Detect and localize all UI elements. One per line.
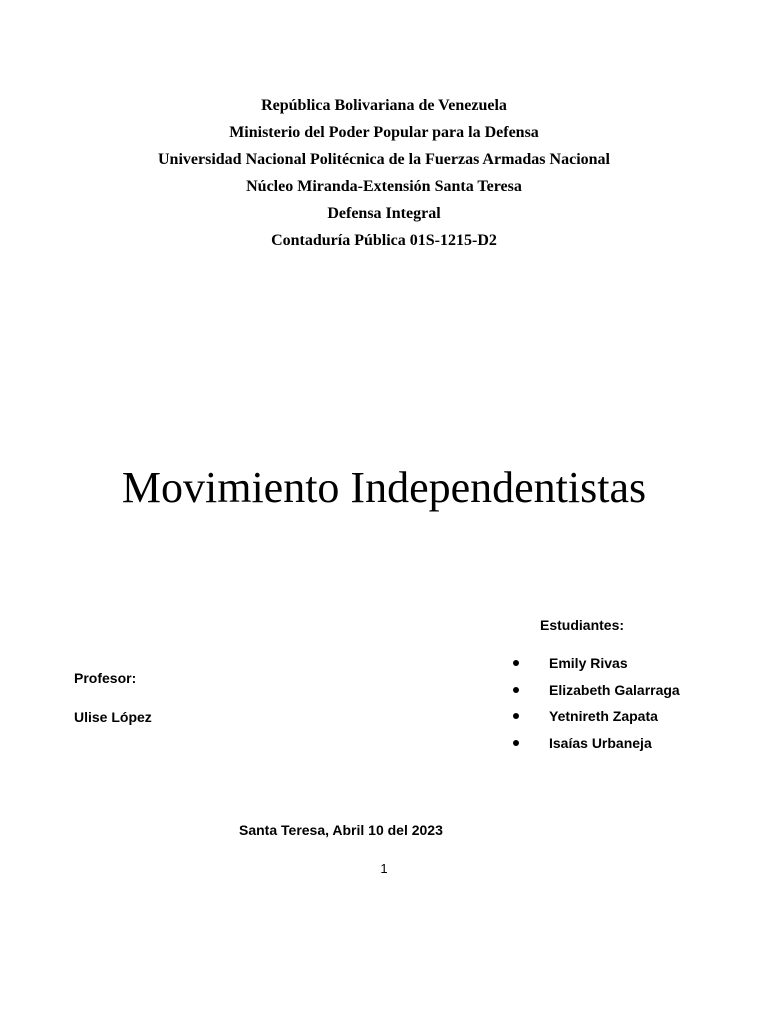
header-country: República Bolivariana de Venezuela (261, 97, 507, 114)
bullet-icon (513, 713, 519, 719)
list-item (510, 680, 680, 707)
student-name: Emily Rivas (549, 655, 628, 671)
student-name: Elizabeth Galarraga (549, 681, 680, 698)
student-name: Isaías Urbaneja (549, 734, 652, 751)
date-line: Santa Teresa, Abril 10 del 2023 (239, 822, 443, 838)
list-item (510, 733, 680, 760)
professor-name: Ulise López (74, 709, 152, 725)
students-label: Estudiantes: (540, 617, 625, 633)
list-item (510, 706, 680, 733)
institution-header (0, 92, 768, 254)
bullet-icon (513, 740, 519, 746)
document-title: Movimiento Independentistas (121, 463, 647, 512)
list-item (510, 653, 680, 680)
header-course: Defensa Integral (327, 205, 441, 222)
page-number: 1 (380, 861, 388, 876)
bullet-icon (513, 687, 519, 693)
professor-label: Profesor: (74, 670, 137, 686)
header-section: Contaduría Pública 01S-1215-D2 (271, 232, 497, 249)
header-campus: Núcleo Miranda-Extensión Santa Teresa (246, 178, 522, 195)
students-list (510, 653, 680, 759)
bullet-icon (513, 660, 519, 666)
header-ministry: Ministerio del Poder Popular para la Defensa (229, 124, 539, 141)
student-name: Yetnireth Zapata (549, 708, 658, 724)
header-university: Universidad Nacional Politécnica de la Fuerzas Armadas Nacional (158, 151, 610, 168)
